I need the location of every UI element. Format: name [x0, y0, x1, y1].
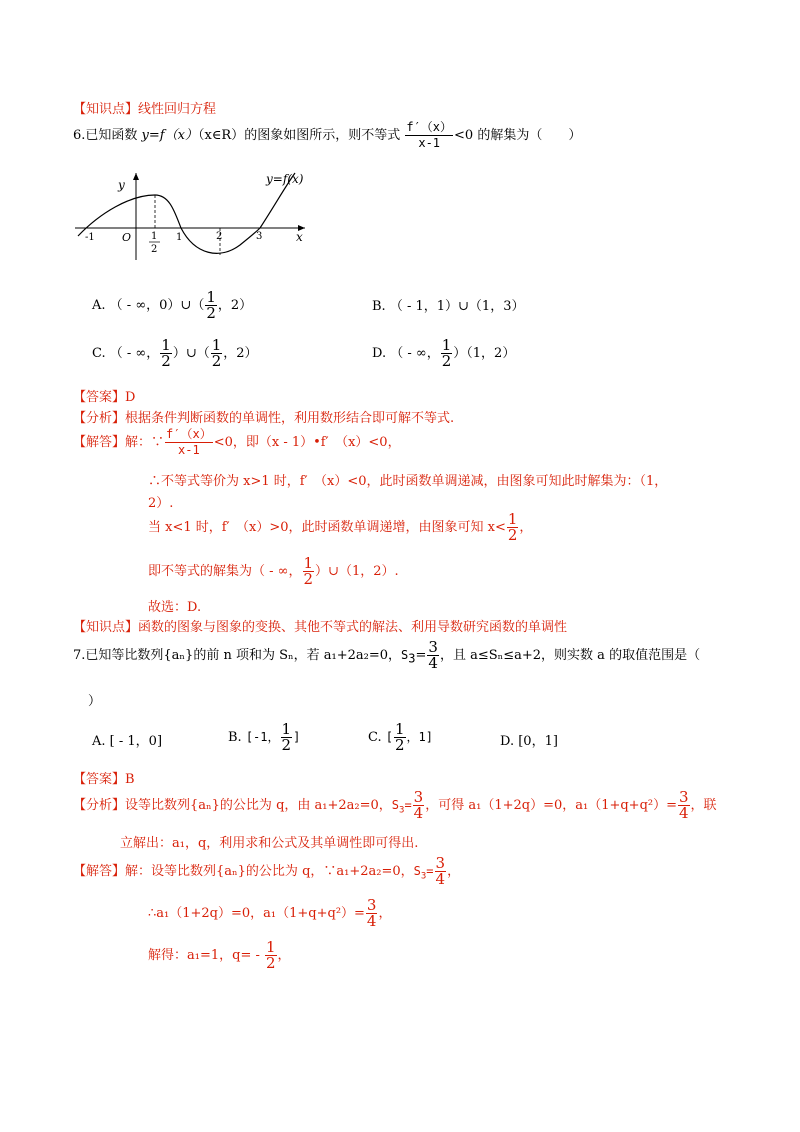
curve-label: y=f(x)	[266, 172, 304, 186]
q7-solution-line2: ∴a₁（1+2q）=0，a₁（1+q+q²）= $\frac{3}{4}$ ，	[148, 896, 392, 930]
kp-tag: 【知识点】	[73, 102, 139, 117]
q6-solution-line5: 即不等式的解集为（ - ∞， $\frac{1}{2}$ ）∪（1，2）.	[148, 554, 399, 588]
q6-answer: 【答案】D	[73, 390, 136, 405]
tick-1: 1	[176, 232, 183, 243]
y-axis-label: y	[118, 178, 125, 192]
q6-option-b[interactable]: B. （ - 1，1）∪（1，3）	[372, 299, 525, 314]
q6-stem	[73, 120, 581, 151]
function-graph	[70, 165, 315, 265]
q7-analysis-line2: 立解出：a₁，q，利用求和公式及其单调性即可得出.	[120, 836, 419, 851]
origin-label: O	[122, 231, 132, 244]
q6-solution-line3: 2）.	[148, 496, 174, 511]
q6-option-c[interactable]: C. （ - ∞， $\frac{1}{2}$ ）∪（ $\frac{1}{2}$ ，2）	[92, 336, 258, 370]
kp-text: 线性回归方程	[138, 102, 217, 117]
tick-half-num: 1	[151, 231, 158, 242]
tick-3: 3	[256, 231, 263, 242]
q7-solution-line1: 【解答】解：设等比数列{aₙ}的公比为 q，∵a₁+2a₂=0，$S_3=$ $\frac{3}{4}$ ，	[73, 854, 461, 888]
tick-neg1: -1	[85, 232, 95, 243]
q7-stem-line2: ）	[88, 694, 102, 709]
q7-answer: 【答案】B	[73, 772, 135, 787]
tick-half-den: 2	[151, 244, 158, 255]
q7-option-a[interactable]: A. [ - 1，0]	[92, 734, 163, 749]
q7-option-b[interactable]: B. [-1， $\frac{1}{2}$ ]	[228, 720, 301, 754]
q6-suffix: <0 的解集为（ ）	[454, 128, 582, 143]
q6-fx: y=f（x）	[141, 128, 198, 143]
q6-domain: （x∈R）	[197, 128, 245, 143]
q6-analysis: 【分析】根据条件判断函数的单调性，利用数形结合即可解不等式.	[73, 411, 455, 426]
q6-solution-line6: 故选：D.	[148, 600, 202, 615]
q7-option-d[interactable]: D. [0，1]	[500, 734, 558, 749]
q6-option-d[interactable]: D. （ - ∞， $\frac{1}{2}$ ）（1，2）	[372, 336, 516, 370]
q6-fraction: $\frac{f'(x)}{x-1}$	[406, 120, 453, 150]
q7-solution-line3: 解得：a₁=1，q= - $\frac{1}{2}$ ，	[148, 938, 291, 972]
q6-knowledge-point: 【知识点】函数的图象与图象的变换、其他不等式的解法、利用导数研究函数的单调性	[73, 620, 568, 635]
x-axis-label: x	[296, 230, 303, 244]
q6-solution-line1: 【解答】解：∵ $\frac{f'(x)}{x-1}$ <0，即（x - 1）•f′ （x）<0，	[73, 427, 401, 457]
q6-mid: 的图象如图所示，则不等式	[244, 128, 401, 143]
q6-solution-line2: ∴不等式等价为 x>1 时，f′ （x）<0，此时函数单调递减，由图象可知此时解集为：（1，	[148, 474, 668, 489]
q6-option-a[interactable]: A. （ - ∞，0）∪（ $\frac{1}{2}$ ，2）	[92, 288, 253, 322]
kp5-line	[73, 98, 216, 117]
q6-prefix: 6.已知函数	[73, 128, 142, 143]
q6-solution-line4: 当 x<1 时，f′ （x）>0，此时函数单调递增，由图象可知 x< $\frac{1}{2}$ ，	[148, 510, 533, 544]
tick-2: 2	[216, 231, 223, 242]
q7-stem: 7.已知等比数列{aₙ}的前 n 项和为 Sₙ，若 a₁+2a₂=0，$S_3=$ $\frac{3}{4}$ ，且 a≤Sₙ≤a+2，则实数 a 的取值范围是（	[73, 638, 701, 672]
q7-analysis-line1: 【分析】设等比数列{aₙ}的公比为 q，由 a₁+2a₂=0，$S_3=$ $\frac{3}{4}$ ，可得 a₁（1+2q）=0，a₁（1+q+q²）= $\frac{3}{4}$ ，联	[73, 788, 717, 822]
q7-option-c[interactable]: C. [ $\frac{1}{2}$ ，1]	[368, 720, 433, 754]
